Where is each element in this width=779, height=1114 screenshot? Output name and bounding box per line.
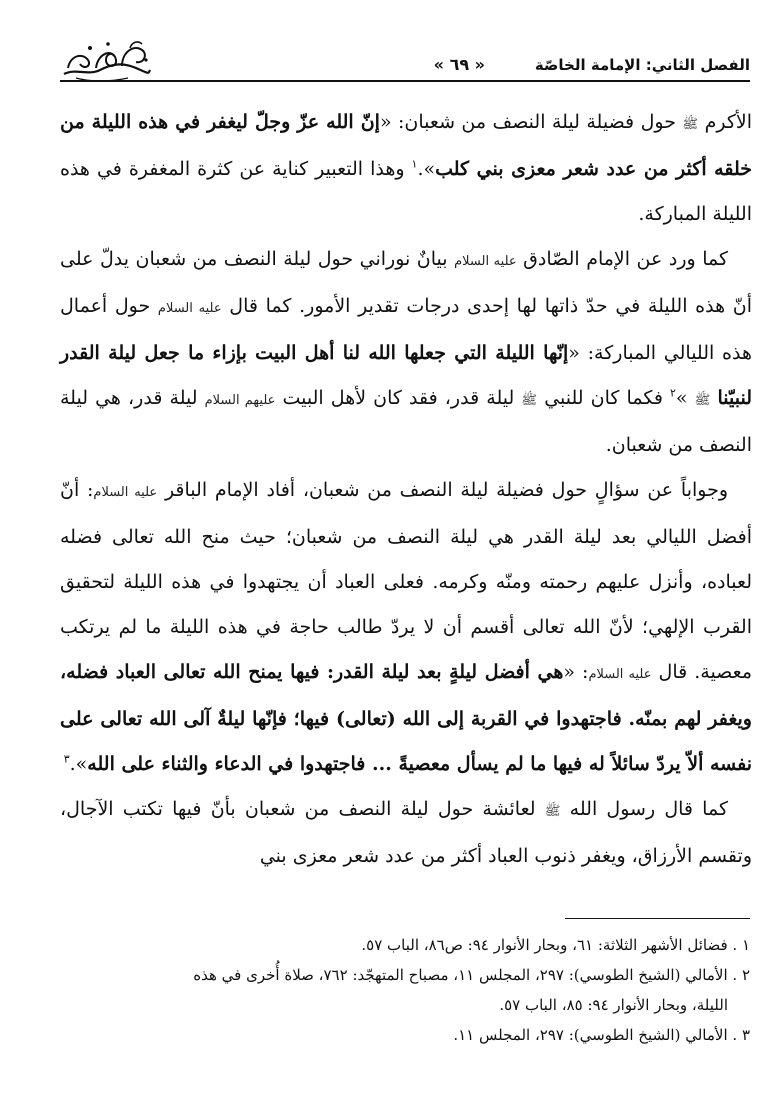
text: حول فضيلة ليلة النصف من شعبان: « bbox=[379, 111, 676, 133]
hadith-quote: هي أفضل ليلةٍ بعد ليلة القدر: فيها يمنح الله تعالى العباد فضله، ويغفر لهم بمنّه. فاجتهدوا في القربة إلى الله (تعالى) فيها؛ فإنّها ليلةٌ آلى الله تعالى على نفسه ألاّ يردّ سائلاً له فيها ما لم يسأل معصيةً ... فاجتهدوا في الدعاء والثناء على الله bbox=[60, 661, 752, 775]
paragraph-3 bbox=[60, 468, 752, 787]
footnote-ref: ٢ bbox=[670, 386, 676, 400]
honorific: ﷺ bbox=[694, 393, 711, 408]
honorific: ﷺ bbox=[544, 804, 561, 819]
page-number: « ٦٩ » bbox=[433, 55, 485, 74]
honorific: عليه السلام bbox=[93, 485, 158, 500]
footnotes bbox=[60, 930, 750, 1050]
honorific: عليهم السلام bbox=[204, 393, 276, 408]
footnote-2: ٢ . الأمالي (الشيخ الطوسي): ٢٩٧، المجلس ١١، مصباح المتهجّد: ٧٦٢، صلاة أُخرى في هذه bbox=[193, 966, 750, 984]
text: الأكرم bbox=[704, 111, 752, 133]
text: ليلة قدر، هي ليلة النصف من شعبان. bbox=[60, 387, 752, 456]
footnote-3: ٣ . الأمالي (الشيخ الطوسي): ٢٩٧، المجلس ١١. bbox=[453, 1026, 750, 1044]
footnote-2-continuation: الليلة، وبحار الأنوار ٩٤: ٨٥، الباب ٥٧. bbox=[499, 996, 728, 1014]
header-rule bbox=[60, 80, 750, 82]
text: ». bbox=[417, 158, 436, 180]
page-header bbox=[60, 38, 750, 78]
text: لعائشة حول ليلة النصف من شعبان بأنّ فيها تكتب الآجال، وتقسم الأرزاق، ويغفر ذنوب العباد أكثر من عدد شعر معزى بني bbox=[60, 798, 752, 867]
footnote-ref: ١ bbox=[411, 157, 418, 171]
honorific: عليه السلام bbox=[454, 254, 517, 269]
text: فكما كان للنبي bbox=[544, 387, 670, 409]
paragraph-1 bbox=[60, 100, 752, 237]
text: وجواباً عن سؤالٍ حول فضيلة ليلة النصف من شعبان، أفاد الإمام الباقر bbox=[164, 479, 728, 501]
footnote-rule bbox=[565, 918, 750, 919]
text: : أنّ أفضل الليالي بعد ليلة القدر هي ليلة النصف من شعبان؛ حيث منح الله تعالى فضله لعباده، وأنزل عليهم رحمته ومنّه وكرمه. فعلى العباد أن يجتهدوا في هذه الليلة لتحقيق القرب الإلهي؛ لأنّ الله تعالى أقسم أن لا يردّ طالب حاجة في هذه الليلة ما لم يرتكب معصية. قال bbox=[60, 479, 752, 683]
honorific: ﷺ bbox=[521, 393, 538, 408]
honorific: ﷺ bbox=[682, 117, 699, 132]
text: كما قال رسول الله bbox=[569, 798, 729, 820]
footnote-ref: ٣ bbox=[63, 752, 70, 766]
text: كما ورد عن الإمام الصّادق bbox=[523, 248, 729, 270]
text: ». bbox=[69, 753, 88, 775]
text: بيانٌ نوراني حول ليلة النصف من شعبان يدلّ على أنّ هذه الليلة في حدّ ذاتها لها إحدى درجات تقدير الأمور. كما قال bbox=[60, 248, 752, 317]
honorific: عليه السلام bbox=[157, 301, 222, 316]
text: » bbox=[675, 387, 695, 409]
hadith-quote: إنّها الليلة التي جعلها الله لنا أهل البيت بإزاء ما جعل ليلة القدر لنبيّنا bbox=[60, 342, 752, 409]
paragraph-2 bbox=[60, 237, 752, 468]
calligraphic-ornament-icon bbox=[60, 38, 152, 82]
text: : « bbox=[563, 661, 589, 683]
paragraph-4 bbox=[60, 787, 752, 879]
chapter-title: الفصل الثاني: الإمامة الخاصّة bbox=[534, 56, 750, 74]
footnote-1: ١ . فضائل الأشهر الثلاثة: ٦١، وبحار الأنوار ٩٤: ص٨٦، الباب ٥٧. bbox=[361, 936, 750, 954]
text: ليلة قدر، فقد كان لأهل البيت bbox=[282, 387, 522, 409]
main-text bbox=[60, 100, 752, 879]
text: حول أعمال هذه الليالي المباركة: « bbox=[60, 295, 752, 364]
text: وهذا التعبير كناية عن كثرة المغفرة في هذه الليلة المباركة. bbox=[60, 158, 752, 225]
hadith-quote: إنّ الله عزّ وجلّ ليغفر في هذه الليلة من خلقه أكثر من عدد شعر معزى بني كلب bbox=[60, 111, 752, 180]
honorific: عليه السلام bbox=[588, 667, 652, 682]
